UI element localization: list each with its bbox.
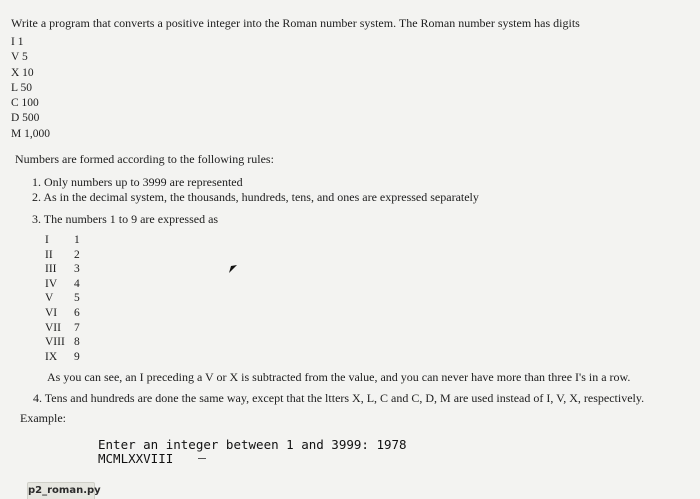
- numeral-row: [45, 291, 90, 306]
- mouse-cursor-icon: [228, 264, 238, 274]
- digit-row: X 10: [11, 66, 34, 79]
- numeral-row: [45, 262, 90, 277]
- rule-1: 1. Only numbers up to 3999 are represented: [32, 175, 243, 189]
- roman-digits-list: [11, 35, 50, 142]
- arabic-value: 1: [74, 234, 80, 246]
- digit-row: D 500: [11, 112, 40, 125]
- subtraction-note: As you can see, an I preceding a V or X is subtracted from the value, and you can never have more than three I's in a row.: [47, 370, 631, 384]
- arabic-value: 8: [74, 336, 80, 349]
- numeral-row: [45, 233, 90, 248]
- arabic-value: 5: [74, 292, 80, 305]
- rule-4: 4. Tens and hundreds are done the same way, except that the ltters X, L, C and C, D, M are used instead of I, V, X, respectively.: [33, 391, 645, 405]
- numerals-table: [45, 233, 90, 364]
- roman-numeral: VIII: [45, 336, 65, 349]
- example-output-line: MCMLXXVIII: [98, 451, 174, 466]
- numeral-row: [45, 306, 90, 321]
- file-tab-roman[interactable]: p2_roman.py: [27, 482, 95, 499]
- arabic-value: 6: [74, 306, 80, 319]
- roman-numeral: II: [45, 248, 53, 261]
- digit-row: M 1,000: [11, 127, 50, 140]
- roman-numeral: III: [45, 263, 57, 276]
- arabic-value: 9: [74, 350, 80, 363]
- numeral-row: [45, 335, 90, 350]
- digit-row: I 1: [11, 36, 24, 48]
- arabic-value: 7: [74, 321, 80, 334]
- arabic-value: 3: [74, 263, 80, 276]
- rules-heading: Numbers are formed according to the following rules:: [15, 152, 274, 166]
- roman-numeral: IX: [45, 350, 58, 363]
- roman-numeral: VII: [45, 321, 61, 334]
- roman-numeral: VI: [45, 306, 58, 319]
- intro-text: Write a program that converts a positive integer into the Roman number system. The Roman number system has digits: [11, 16, 580, 30]
- rule-2: 2. As in the decimal system, the thousands, hundreds, tens, and ones are expressed separately: [32, 190, 479, 204]
- numeral-row: [45, 321, 90, 336]
- digit-row: C 100: [11, 97, 39, 110]
- numeral-row: [45, 277, 90, 292]
- arabic-value: 4: [74, 277, 80, 290]
- digit-row: V 5: [11, 51, 28, 64]
- digit-row: L 50: [11, 81, 32, 94]
- example-heading: Example:: [20, 411, 66, 425]
- numeral-row: [45, 350, 90, 365]
- roman-numeral: IV: [45, 277, 58, 290]
- numeral-row: [45, 248, 90, 263]
- roman-numeral: I: [45, 234, 49, 246]
- arabic-value: 2: [74, 248, 80, 261]
- rule-3: 3. The numbers 1 to 9 are expressed as: [32, 212, 219, 226]
- text-cursor-mark: [198, 458, 206, 459]
- example-input-line: Enter an integer between 1 and 3999: 1978: [98, 437, 407, 452]
- roman-numeral: V: [45, 292, 54, 305]
